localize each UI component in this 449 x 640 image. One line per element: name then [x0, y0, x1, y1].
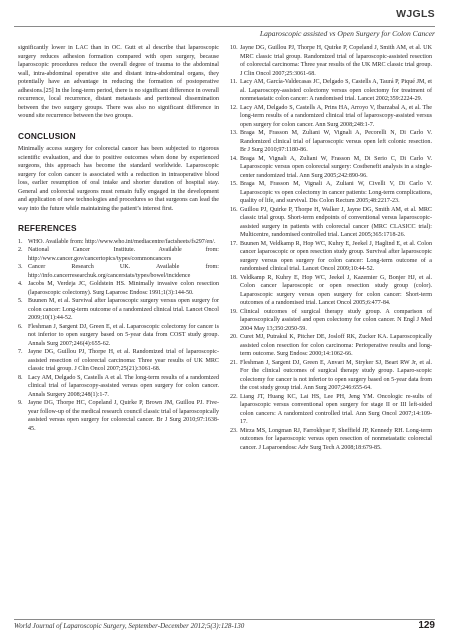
reference-text: Jacobs M, Verdeja JC, Goldstein HS. Minimally invasive colon resection (laparoscopic colectomy). Surg Laparosc Endosc 1991;1(3):144-50.	[28, 281, 219, 296]
reference-list-left	[18, 238, 219, 434]
reference-number: 14.	[230, 155, 238, 162]
reference-text: Guillou PJ, Quirke P, Thorpe H, Walker J, Jayne DG, Smith AM, et al. MRC classic trial group. Short-term endpoints of conventional versus laparoscopic-assisted surgery in patients with colorectal cancer (MRC CLASICC trial): Multicentre, randomised controlled trial. Lancet 2005;365:1718-26.	[240, 206, 432, 238]
conclusion-paragraph: Minimally access surgery for colorectal cancer has been subjected to rigorous scientific evaluation, and due to positive outcomes when done by experienced surgeons, this approach has become the standard worldwide. Laparoscopic surgery for colon cancer is associated with a reduction in intraoperative blood loss, earlier resumption of oral intake and shorter duration of hospital stay. General and colorectal surgeons must remain fully engaged in the development and application of new technologies and procedures so that surgeons can lead the way into the future while maintaining the patient’s interest first.	[18, 146, 219, 212]
reference-number: 2.	[18, 247, 23, 253]
reference-text: Fleshman J, Sargent DJ, Green E, et al. Laparoscopic colectomy for cancer is not inferior to open surgery based on 5-year data from COST study group. Annals Surg 2007;246(4):655-62.	[28, 323, 219, 347]
reference-item	[230, 240, 432, 274]
references-heading: REFERENCES	[18, 223, 77, 233]
reference-text: Curet MJ, Putrakul K, Pitcher DE, Josloff RK, Zucker KA. Laparoscopically assisted colon resection for colon carcinoma: Perioperative results and long-term outcome. Surg Endosc 2000;14:1062-66.	[240, 334, 432, 357]
reference-item	[230, 427, 432, 453]
conclusion-heading: CONCLUSION	[18, 130, 76, 141]
running-head: Laparoscopic assisted vs Open Surgery for Colon Cancer	[259, 29, 435, 38]
reference-text: Lacy AM, Delgado S, Castells A et al. The long-term results of a randomized clinical trial of laparoscopy-assisted versus open surgery for colon cancer. Annals Surgery 2008;248(1):1-7.	[28, 374, 219, 398]
footer-divider	[14, 619, 435, 620]
reference-number: 21.	[230, 359, 238, 366]
reference-number: 3.	[18, 264, 23, 270]
reference-number: 9.	[18, 400, 23, 406]
reference-text: Lacy AM, Delgado S, Castells A, Prins HA, Arroyo V, Ibarzabal A, et al. The long-term results of a randomized clinical trial of laparoscopy-assisted versus open surgery for colon cancer. Ann Surg 2008;248:1-7.	[240, 104, 432, 128]
reference-item	[230, 44, 432, 78]
reference-text: Veldkamp R, Kuhry E, Hop WC, Jeekel J, Kazemier G, Bonjer HJ, et al. Colon cancer laparoscopic or open resection study group (color). Laparoscopic surgery versus open surgery for colon cancer: Short-term outcomes of a randomised trial. Lancet Oncol 2005;6:477-84.	[240, 274, 432, 306]
reference-number: 5.	[18, 298, 23, 304]
reference-item	[230, 129, 432, 155]
journal-citation: World Journal of Laparoscopic Surgery, September-December 2012;5(3):128-130	[14, 622, 245, 630]
reference-item	[230, 155, 432, 181]
reference-text: Jayne DG, Guillou PJ, Thorpe H, et al. Randomized trial of laparoscopic-assisted resection of colorectal carcinoma: Three year results of UK MRC classic trial group. J Clin Oncol 2007;25(21):3061-68.	[28, 349, 219, 372]
reference-item	[18, 246, 219, 263]
reference-number: 7.	[18, 349, 23, 355]
reference-item	[230, 78, 432, 104]
reference-item	[18, 297, 219, 323]
reference-item	[230, 180, 432, 206]
page-number: 129	[418, 620, 435, 631]
reference-number: 1.	[18, 238, 23, 245]
reference-number: 23.	[230, 427, 238, 434]
reference-number: 18.	[230, 274, 238, 281]
reference-text: Braga M, Vignali A, Zuliani W, Frasson M, Di Serio C, Di Carlo V. Laparoscopic versus open colorectal surgery: Costbenefit analysis in a single-center randomized trial. Ann Surg 2005;242:890-96.	[240, 155, 432, 179]
header-divider	[14, 26, 435, 27]
left-column	[18, 44, 219, 433]
reference-item	[230, 333, 432, 359]
reference-item	[18, 263, 219, 280]
journal-logo: WJGLS	[396, 8, 435, 20]
reference-text: Fleshman J, Sargent DJ, Green E, Anvari M, Stryker SJ, Beart RW Jr, et al. For the clinical outcomes of surgical therapy study group. Laparo-scopic colectomy for cancer is not inferior to open surgery based on 5-year data from the cost study group trial. Ann Surg 2007;246:655-64.	[240, 359, 432, 391]
reference-list-right	[230, 44, 432, 452]
reference-number: 16.	[230, 206, 238, 213]
reference-text: Buunen M, et al. Survival after laparoscopic surgery versus open surgery for colon cancer: Long-term outcome of a randomized clinical trial. Lancet Oncol 2009;10(1):44-52.	[28, 298, 219, 321]
reference-text: Mirza MS, Longman RJ, Farrokhyar F, Sheffield JP, Kennedy RH. Long-term outcomes for laparoscopic versus open resection of nonmetastatic colorectal cancer. J Laparoendosc Adv Surg Tech A 2008;18:679-85.	[240, 427, 432, 451]
right-column	[230, 44, 432, 452]
reference-number: 4.	[18, 281, 23, 287]
reference-item	[230, 393, 432, 427]
reference-text: Buunen M, Veldkamp R, Hop WC, Kuhry E, Jeekel J, Haglind E, et al. Colon cancer laparoscopic or open resection study group. Survival after laparoscopic surgery versus open surgery for colon cancer: Long-term outcome of a randomised clinical trial. Lancet Oncol 2009;10:44-52.	[240, 240, 432, 272]
reference-number: 11.	[230, 79, 238, 85]
reference-number: 19.	[230, 308, 238, 315]
reference-text: WHO. Available from: http://www.who.int/mediacentre/factsheets/fs297/en/.	[28, 238, 216, 245]
reference-text: Jayne DG, Thorpe HC, Copeland J, Quirke P, Brown JM, Guillou PJ. Five-year follow-up of the medical research council classic trial of laparoscopically assisted versus open surgery for colorectal cancer. Br J Surg 2010;97:1638-45.	[28, 400, 219, 432]
reference-item	[230, 308, 432, 334]
reference-text: Braga M, Frasson M, Zuliani W, Vignali A, Pecorelli N, Di Carlo V. Randomized clinical trial of laparoscopic versus open left colonic resection. Br J Surg 2010;97:1180-86.	[240, 130, 432, 153]
reference-text: National Cancer Institute. Available from: http://www.cancer.gov/cancertopics/types/commoncancers	[28, 247, 219, 262]
reference-number: 6.	[18, 323, 23, 330]
reference-text: Liang JT, Huang KC, Lai HS, Lee PH, Jeng YM. Oncologic re-sults of laparoscopic versus conventional open surgery for stage II or III left-sided colon cancers: A randomized controlled trial. Ann Surg Oncol 2007;14:109-17.	[240, 393, 432, 425]
reference-item	[18, 399, 219, 433]
reference-text: Jayne DG, Guillou PJ, Thorpe H, Quirke P, Copeland J, Smith AM, et al. UK MRC classic trial group. Randomized trial of laparoscopic-assisted resection of colorectal carcinoma: Three year results of the UK MRC classic trial group. J Clin Oncol 2007;25:3061-68.	[240, 45, 432, 77]
reference-number: 8.	[18, 374, 23, 381]
reference-item	[230, 206, 432, 240]
reference-text: Braga M, Frasson M, Vignali A, Zuliani W, Civelli V, Di Carlo V. Laparoscopic vs open colectomy in cancer patients: Long-term complications, quality of life, and survival. Dis Colon Rectum 2005;48:2217-23.	[240, 181, 432, 204]
reference-number: 17.	[230, 240, 238, 247]
reference-number: 22.	[230, 393, 238, 400]
reference-text: Lacy AM, García-Valdecasas JC, Delgado S, Castells A, Taurá P, Piqué JM, et al. Laparoscopy-assisted colectomy versus open colectomy for treatment of nonmetastatic colon cancer: A randomised trial. Lancet 2002;359:2224-29.	[240, 79, 432, 102]
reference-item	[230, 104, 432, 130]
reference-text: Cancer Research UK. Available from: http://info.cancerresearchuk.org/cancerstats/types/bowel/incidence	[28, 264, 219, 279]
reference-item	[18, 323, 219, 349]
intro-paragraph: significantly lower in LAC than in OC. Gutt et al describe that laparoscopic surgery reduces adhesion formation compared with open surgery, because laparoscopic procedures reduce the overall degree of trauma to the abdominal wall, intra-abdominal operative site and distant intra-abdominal organs, they potentially have an advantage in reducing the formation of postoperative adhesions.[25] In the long-term period, there is no significant difference in overall recurrence, local recurrence, distant metastasis and peritoneal dissemination between the two surgery groups. There was also no significant difference in wound site recurrence between the two groups.	[18, 45, 219, 119]
reference-number: 15.	[230, 181, 238, 187]
reference-text: Clinical outcomes of surgical therapy study group. A comparison of laparoscopically assisted and open colectomy for colon cancer. N Engl J Med 2004 May 13;350:2050-59.	[240, 308, 432, 332]
reference-number: 13.	[230, 130, 238, 136]
reference-item	[230, 359, 432, 393]
reference-item	[18, 280, 219, 297]
reference-item	[18, 238, 219, 247]
reference-number: 20.	[230, 334, 238, 340]
reference-item	[18, 374, 219, 400]
reference-number: 12.	[230, 104, 238, 111]
reference-number: 10.	[230, 45, 238, 51]
reference-item	[230, 274, 432, 308]
reference-item	[18, 348, 219, 374]
